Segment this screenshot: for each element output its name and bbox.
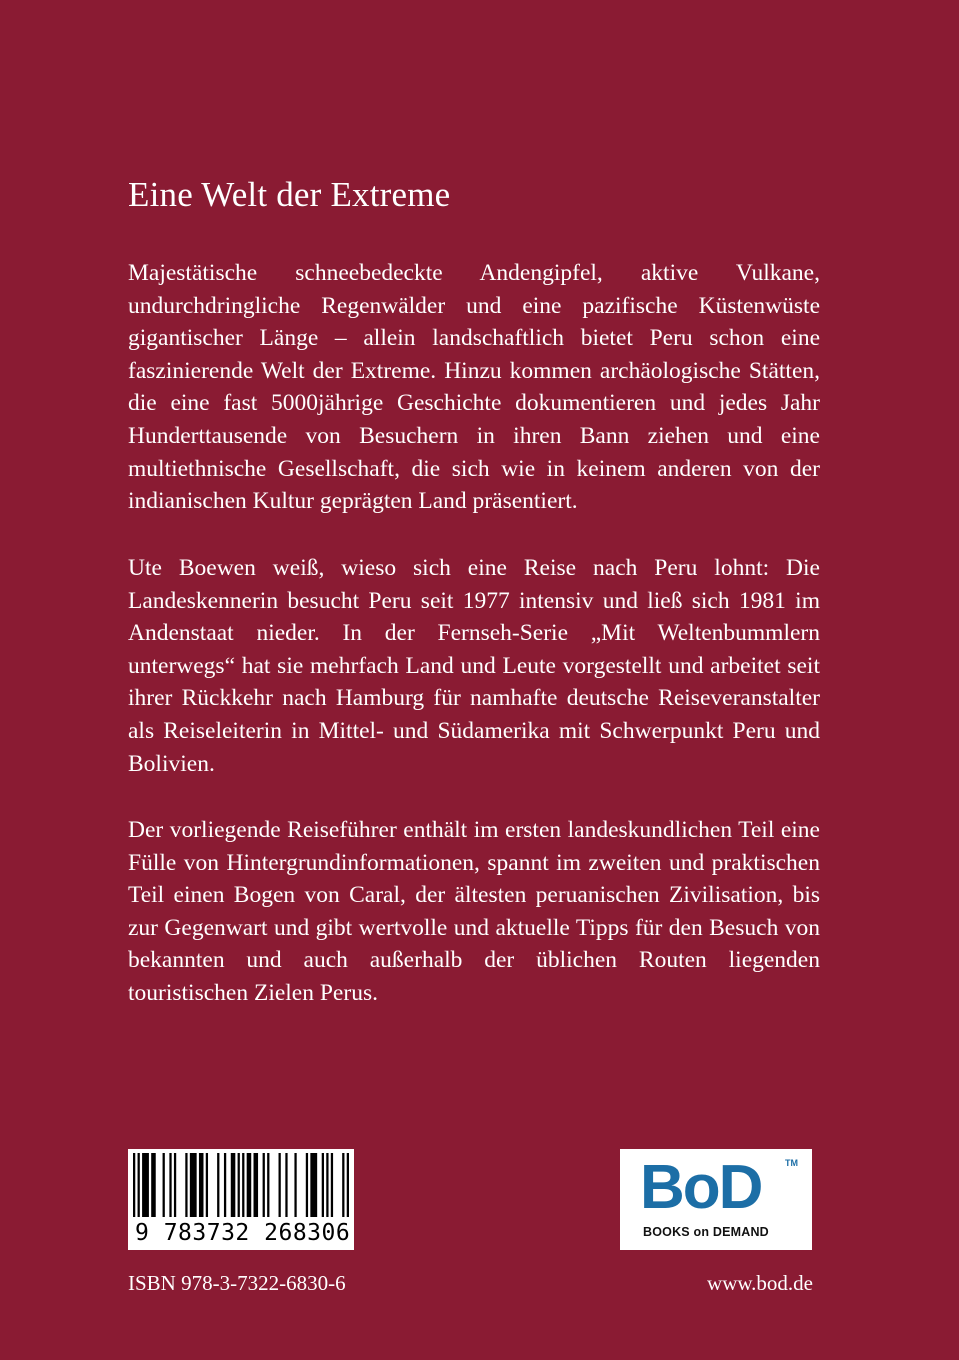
bod-publisher-logo	[620, 1149, 812, 1250]
barcode-bar	[133, 1153, 135, 1217]
blurb-paragraph-2: Ute Boewen weiß, wieso sich eine Reise nach Peru lohnt: Die Landeskennerin besucht Peru seit 1977 intensiv und ließ sich 1981 im Andenstaat nieder. In der Fernseh-Serie „Mit Weltenbummlern unterwegs“ hat sie mehrfach Land und Leute vorgestellt und arbeitet seit ihrer Rückkehr nach Hamburg für namhafte deutsche Reiseveranstalter als Reiseleiterin in Mittel- und Südamerika mit Schwerpunkt Peru und Bolivien.	[128, 555, 820, 777]
barcode-bar	[279, 1153, 281, 1217]
barcode-bar	[306, 1153, 308, 1217]
barcode-bar	[238, 1153, 240, 1217]
barcode-bar	[242, 1153, 244, 1217]
barcode-bar	[174, 1153, 176, 1217]
barcode-bar	[151, 1153, 156, 1217]
barcode-bar	[263, 1153, 265, 1217]
barcode-bar	[342, 1153, 344, 1217]
bod-logo-mark: BoD	[640, 1153, 762, 1222]
bod-logo-caption: BOOKS on DEMAND	[643, 1225, 769, 1239]
barcode-bar	[347, 1153, 349, 1217]
barcode-bar	[294, 1153, 296, 1217]
barcode-bar	[231, 1153, 236, 1217]
barcode-bar	[163, 1153, 165, 1217]
bod-trademark: TM	[785, 1158, 798, 1168]
barcode-bar	[185, 1153, 187, 1217]
barcode-bar	[322, 1153, 324, 1217]
blurb-paragraph-3: Der vorliegende Reiseführer enthält im ersten landeskundlichen Teil eine Fülle von Hintergrundinformationen, spannt im zweiten und praktischen Teil einen Bogen von Caral, der ältesten peruanischen Zivilisation, bis zur Gegenwart und gibt wertvolle und aktuelle Tipps für den Besuch von bekannten und auch außerhalb der üblichen Routen liegenden touristischen Zielen Perus.	[128, 817, 820, 1006]
isbn-number: ISBN 978-3-7322-6830-6	[128, 1271, 346, 1295]
barcode-bar	[224, 1153, 226, 1217]
barcode-bar	[199, 1153, 204, 1217]
barcode-digits: 9 783732 268306	[135, 1220, 351, 1246]
barcode-bar	[326, 1153, 328, 1217]
barcode-bar	[190, 1153, 197, 1217]
isbn-barcode	[128, 1149, 354, 1250]
publisher-website: www.bod.de	[707, 1271, 813, 1295]
barcode-bars	[133, 1153, 349, 1217]
barcode-bar	[267, 1153, 269, 1217]
barcode-bar	[217, 1153, 219, 1217]
barcode-bar	[206, 1153, 208, 1217]
blurb-paragraph-1: Majestätische schneebedeckte Andengipfel, aktive Vulkane, undurchdringliche Regenwälder und eine pazifische Küstenwüste gigantischer Länge – allein landschaftlich bietet Peru schon eine faszinierende Welt der Extreme. Hinzu kommen archäologische Stätten, die eine fast 5000jährige Geschichte dokumentieren und jedes Jahr Hunderttausende von Besuchern in ihren Bann ziehen und eine multiethnische Gesellschaft, die sich wie in keinem anderen von der indianischen Kultur geprägten Land präsentiert.	[128, 260, 820, 515]
barcode-bar	[331, 1153, 333, 1217]
barcode-bar	[285, 1153, 287, 1217]
barcode-bar	[142, 1153, 149, 1217]
barcode-bar	[310, 1153, 317, 1217]
barcode-bar	[254, 1153, 259, 1217]
barcode-bar	[138, 1153, 140, 1217]
barcode-bar	[247, 1153, 252, 1217]
barcode-bar	[169, 1153, 171, 1217]
cover-title: Eine Welt der Extreme	[128, 175, 451, 214]
